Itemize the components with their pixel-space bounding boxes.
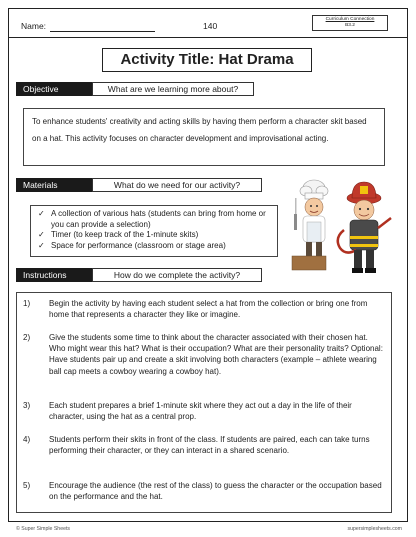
footer-copyright: © Super Simple Sheets	[16, 526, 70, 532]
instruction-step: 5) Encourage the audience (the rest of the class) to guess the character or the occupation based on the performance and the hat.	[23, 481, 382, 502]
footer-website[interactable]: supersimplesheets.com	[347, 526, 402, 532]
material-item: ✓ Space for performance (classroom or stage area)	[38, 240, 226, 250]
instructions-label: Instructions	[23, 270, 67, 280]
activity-title: Activity Title: Hat Drama	[102, 48, 312, 72]
instruction-step: 1) Begin the activity by having each student select a hat from the collection or bring one from home that represents a character they like or imagine.	[23, 299, 368, 320]
name-line	[50, 31, 155, 32]
objective-box	[23, 108, 385, 166]
materials-box	[30, 205, 278, 257]
curriculum-connection-box	[312, 15, 388, 31]
check-icon: ✓	[38, 230, 45, 240]
material-item: ✓ A collection of various hats (students can bring from home or you can provide a selection)	[38, 209, 266, 229]
materials-label: Materials	[23, 180, 58, 190]
objective-text: To enhance students' creativity and acting skills by having them perform a character skit based on a hat. This activity focuses on character development and improvisational acting.	[32, 117, 367, 143]
material-item: ✓ Timer (to keep track of the 1-minute skits)	[38, 230, 199, 240]
chef-and-firefighter-illustration	[286, 178, 401, 278]
instruction-step: 3) Each student prepares a brief 1-minute skit where they act out a day in the life of their character, using the hat as a central prop.	[23, 401, 352, 422]
check-icon: ✓	[38, 209, 45, 218]
firefighter-boy-icon	[338, 182, 391, 273]
chef-boy-icon	[292, 180, 328, 270]
curriculum-connection-link[interactable]: Curriculum Connection	[325, 17, 375, 22]
page-number: 140	[203, 21, 218, 31]
check-icon: ✓	[38, 240, 45, 250]
objective-label: Objective	[23, 84, 59, 94]
name-label: Name:	[21, 21, 47, 31]
objective-question: What are we learning more about?	[92, 82, 254, 96]
instructions-question: How do we complete the activity?	[92, 268, 262, 282]
materials-question: What do we need for our activity?	[92, 178, 262, 192]
curriculum-code: B3.2	[345, 23, 355, 28]
materials-list	[31, 206, 277, 254]
header-rule	[8, 37, 408, 38]
instruction-step: 4) Students perform their skits in front of the class. If students are paired, each can take turns performing their character, or they can interact in a shared scenario.	[23, 435, 370, 456]
instruction-step: 2) Give the students some time to think about the character associated with their chosen hat. Who might wear this hat? What is their occupation? What are their personality traits? Optional: Have students pair up and create a skit involving both characters (example – athlete wearing ball cap meets a cowboy wearing a cowboy hat).	[23, 333, 383, 376]
